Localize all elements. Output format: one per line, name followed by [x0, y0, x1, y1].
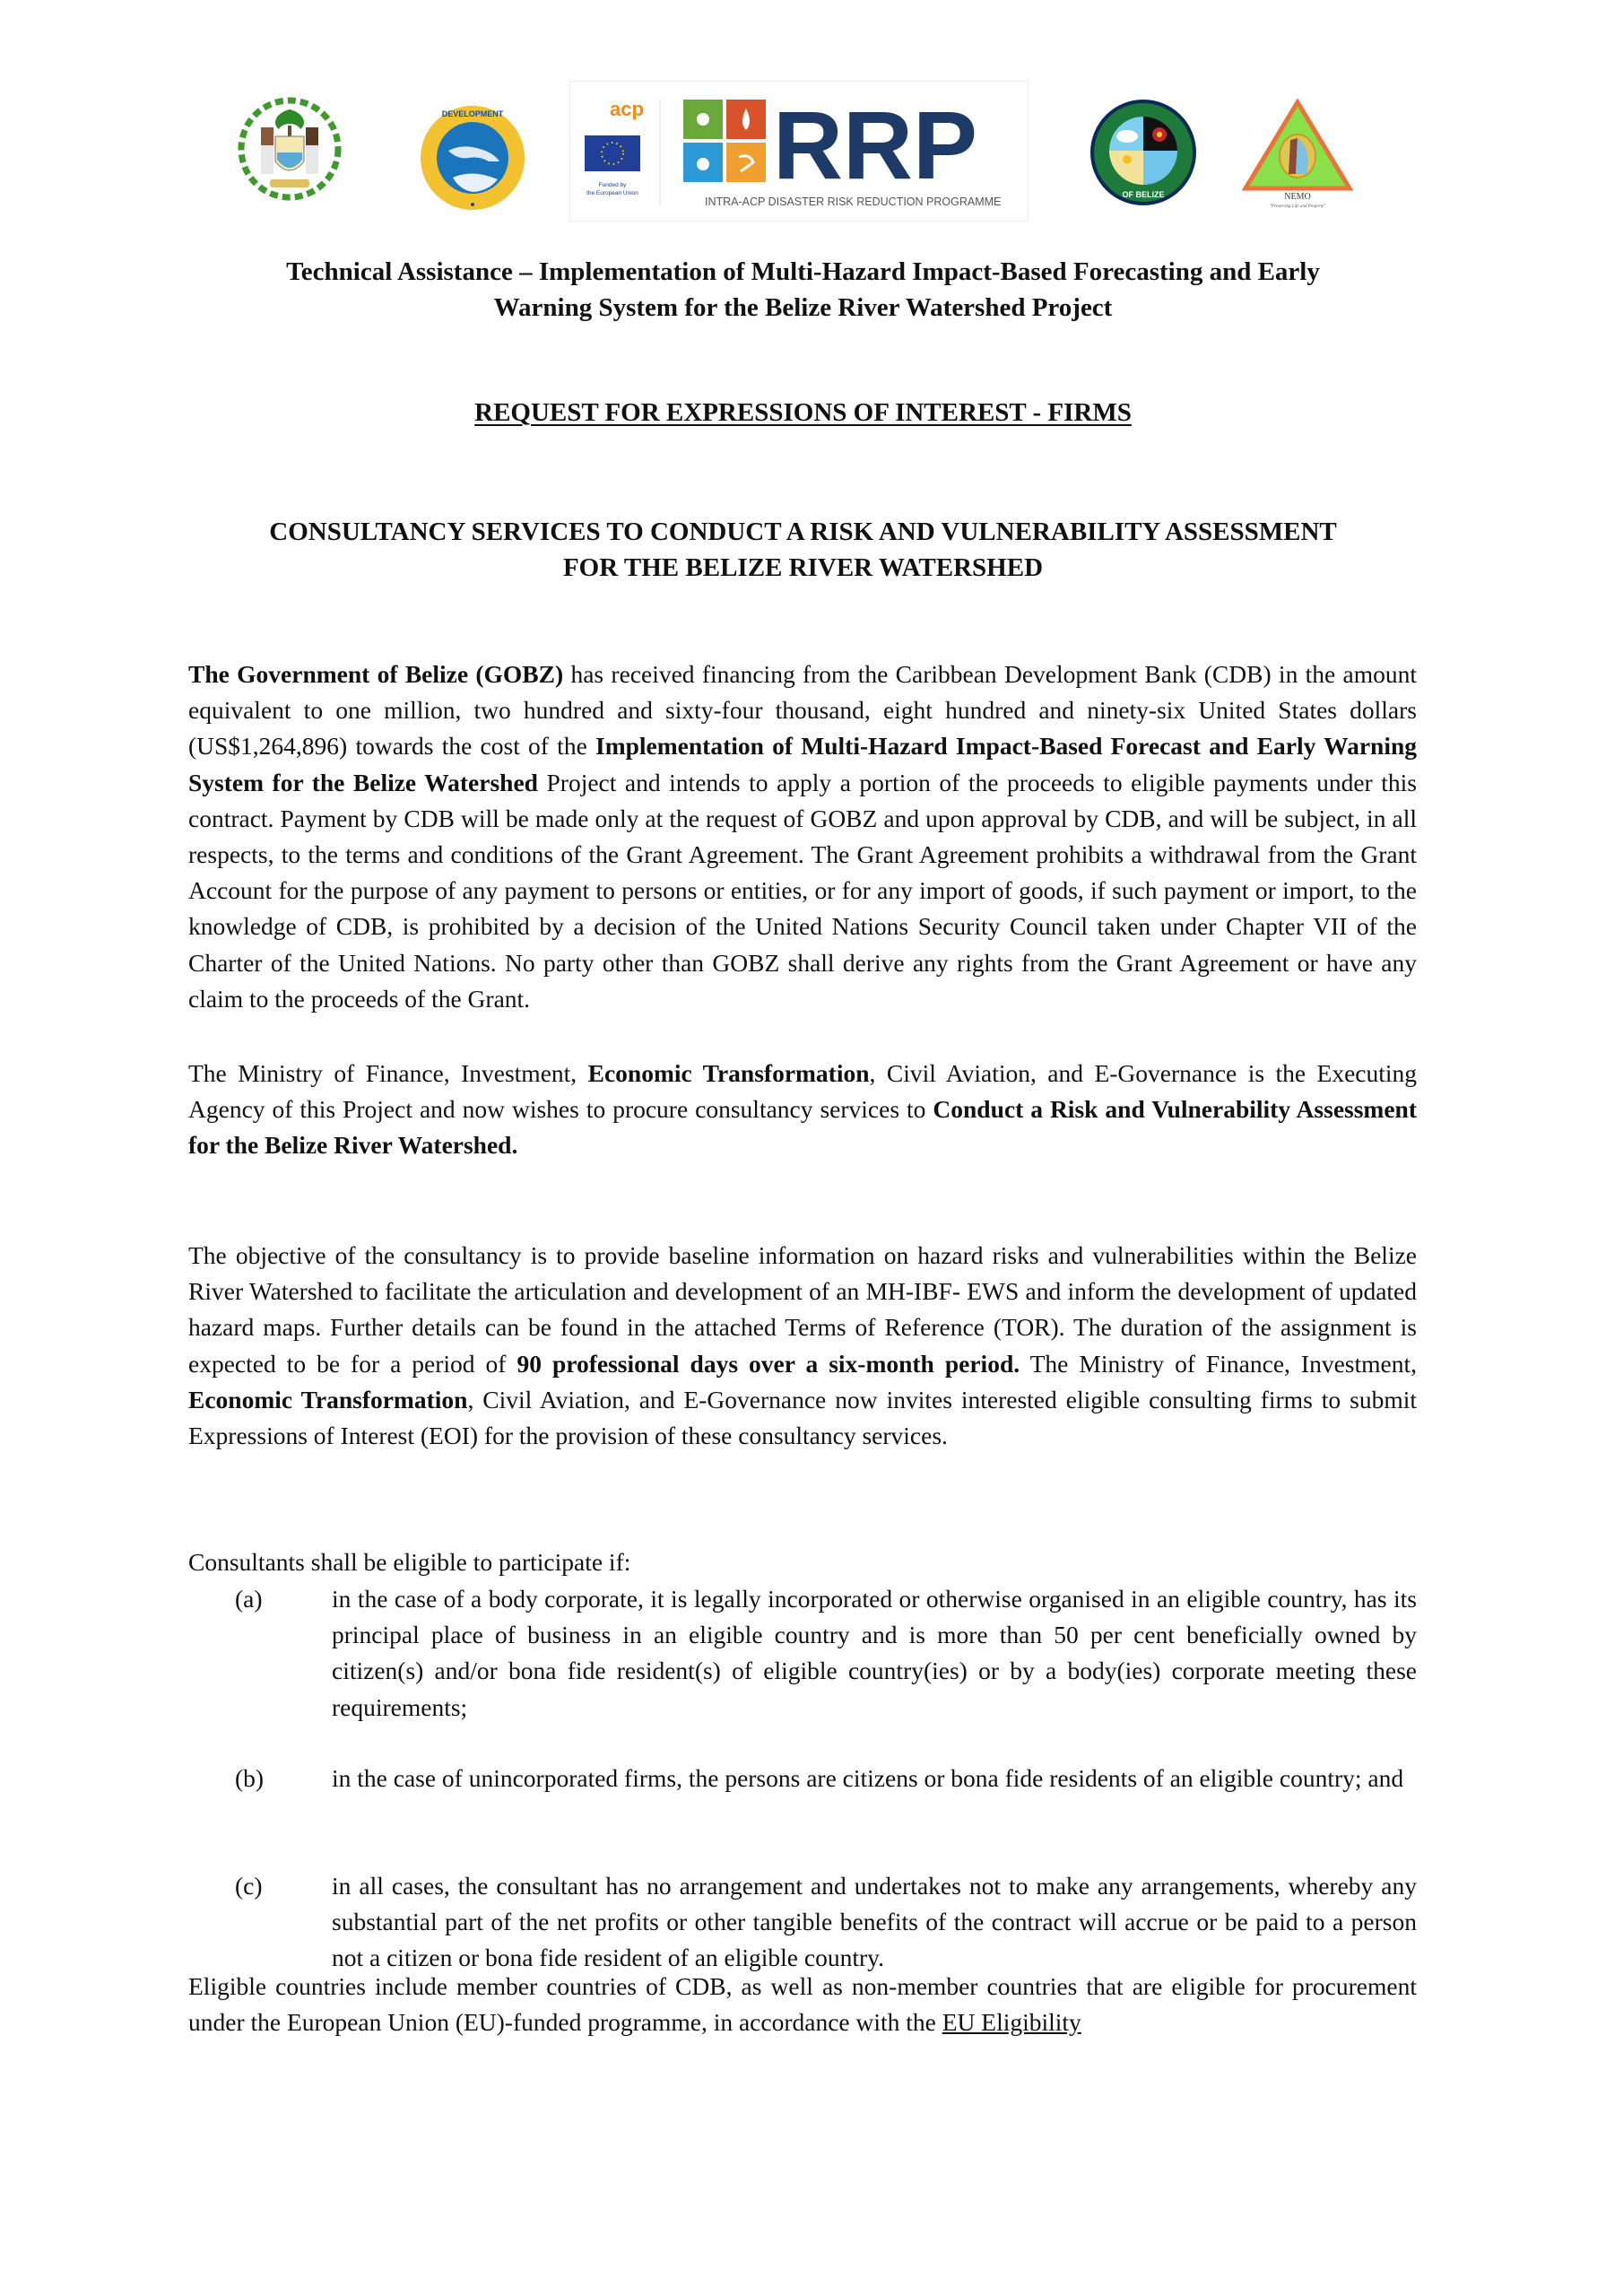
consultancy-heading-line1: CONSULTANCY SERVICES TO CONDUCT A RISK AND VULNERABILITY ASSESSMENT — [269, 517, 1337, 546]
eligible-countries-text: Eligible countries include member countries of CDB, as well as non-member countries that are eligible for procurement under the European Union (EU)-funded programme, in accordance with the — [188, 1972, 1417, 2037]
svg-text:Funded by: Funded by — [598, 182, 627, 188]
rrp-logo-icon — [570, 82, 1028, 221]
rrp-logo — [569, 81, 1029, 222]
grant-terms-text: Project and intends to apply a portion of the proceeds to eligible payments under this contract. Payment by CDB will be made only at the request of GOBZ and upon approval by CDB, and will be subject, in all respects, to the terms and conditions of the Grant Agreement. The Grant Agreement prohibits a withdrawal from the Grant Account for the purpose of any payment to persons or entities, or for any import of goods, if such payment or import, to the knowledge of CDB, is prohibited by a decision of the United Nations Security Council taken under Chapter VII of the Charter of the United Nations. No party other than GOBZ shall derive any rights from the Grant Agreement or have any claim to the proceeds of the Grant. — [188, 768, 1417, 1013]
svg-text:the European Union: the European Union — [586, 190, 638, 196]
procure-text: , Civil Aviation, and E-Governance is the Executing Agency of this Project and now wishes to procure consultancy services to — [188, 1059, 1418, 1124]
economic-transformation-bold: Economic Transformation — [587, 1059, 870, 1087]
invite-text-1: The Ministry of Finance, Investment, — [1020, 1349, 1417, 1378]
svg-text:OF BELIZE: OF BELIZE — [1122, 190, 1165, 199]
eligibility-intro: Consultants shall be eligible to participate if: — [188, 1548, 631, 1576]
executing-agency-paragraph — [188, 1056, 1417, 1164]
gobz-bold: The Government of Belize (GOBZ) — [188, 660, 564, 688]
list-label: (c) — [235, 1872, 263, 1900]
duration-bold: 90 professional days over a six-month period. — [517, 1349, 1020, 1378]
svg-text:DEVELOPMENT: DEVELOPMENT — [441, 109, 504, 118]
svg-text:RRP: RRP — [773, 91, 978, 199]
svg-text:acp: acp — [610, 98, 644, 120]
logo-strip — [229, 81, 1385, 224]
financing-text: has received financing from the Caribbean Development Bank (CDB) in the amount equivalent to one million, two hundred and sixty-four thousand, eight hundred and ninety-six United States dollars (US$1,264,896) towards the cost of the — [188, 660, 1418, 761]
svg-text:NEMO: NEMO — [1284, 192, 1311, 202]
project-title-line1: Technical Assistance – Implementation of Multi-Hazard Impact-Based Forecasting and Early — [286, 257, 1320, 286]
eu-eligibility-link[interactable]: EU Eligibility — [942, 2008, 1081, 2037]
financing-paragraph — [188, 657, 1417, 1017]
objective-paragraph — [188, 1238, 1417, 1454]
nms-belize-logo-icon — [1089, 99, 1197, 206]
project-title-line2: Warning System for the Belize River Watershed Project — [493, 293, 1113, 322]
project-name-bold: Implementation of Multi-Hazard Impact-Based Forecast and Early Warning System for the Belize Watershed — [188, 732, 1418, 796]
belize-coat-of-arms-icon — [236, 90, 343, 211]
invite-text-2: , Civil Aviation, and E-Governance now invites interested eligible consulting firms to submit Expressions of Interest (EOI) for the provision of these consultancy services. — [188, 1385, 1417, 1450]
ministry-text: The Ministry of Finance, Investment, — [188, 1059, 588, 1087]
objective-text: The objective of the consultancy is to provide baseline information on hazard risks and vulnerabilities within the Belize River Watershed to facilitate the articulation and development of an MH-IBF- EWS and inform the development of updated hazard maps. Further details can be found in the attached Terms of Reference (TOR). The duration of the assignment is expected to be for a period of — [188, 1241, 1417, 1378]
nemo-logo-icon — [1242, 99, 1354, 211]
economic-transformation-bold-2: Economic Transformation — [188, 1385, 468, 1413]
list-text: in the case of a body corporate, it is legally incorporated or otherwise organised in an eligible country, has its principal place of business in an eligible country and is more than 50 per cent beneficially owned by citizen(s) and/or bona fide resident(s) of eligible country(ies) or by a body(ies) corporate meeting these requirements; — [332, 1585, 1417, 1721]
svg-text:INTRA-ACP DISASTER RISK REDUCT: INTRA-ACP DISASTER RISK REDUCTION PROGRAMME — [705, 196, 1002, 208]
assessment-name-bold: Conduct a Risk and Vulnerability Assessment for the Belize River Watershed. — [188, 1095, 1417, 1160]
cdb-logo-icon — [417, 97, 529, 218]
request-heading: REQUEST FOR EXPRESSIONS OF INTEREST - FIRMS — [474, 398, 1132, 427]
project-title — [161, 254, 1445, 326]
list-text: in all cases, the consultant has no arrangement and undertakes not to make any arrangements, whereby any substantial part of the net profits or other tangible benefits of the contract will accrue or be paid to a person not a citizen or bona fide resident of an eligible country. — [332, 1872, 1417, 1972]
list-label: (b) — [235, 1764, 265, 1792]
svg-text:"Preserving Life and Property": "Preserving Life and Property" — [1269, 204, 1326, 209]
list-text: in the case of unincorporated firms, the persons are citizens or bona fide residents of an eligible country; and — [332, 1764, 1404, 1792]
eligible-countries-paragraph — [188, 1969, 1417, 2040]
list-label: (a) — [235, 1585, 263, 1613]
consultancy-heading — [161, 514, 1445, 586]
consultancy-heading-line2: FOR THE BELIZE RIVER WATERSHED — [562, 553, 1044, 582]
